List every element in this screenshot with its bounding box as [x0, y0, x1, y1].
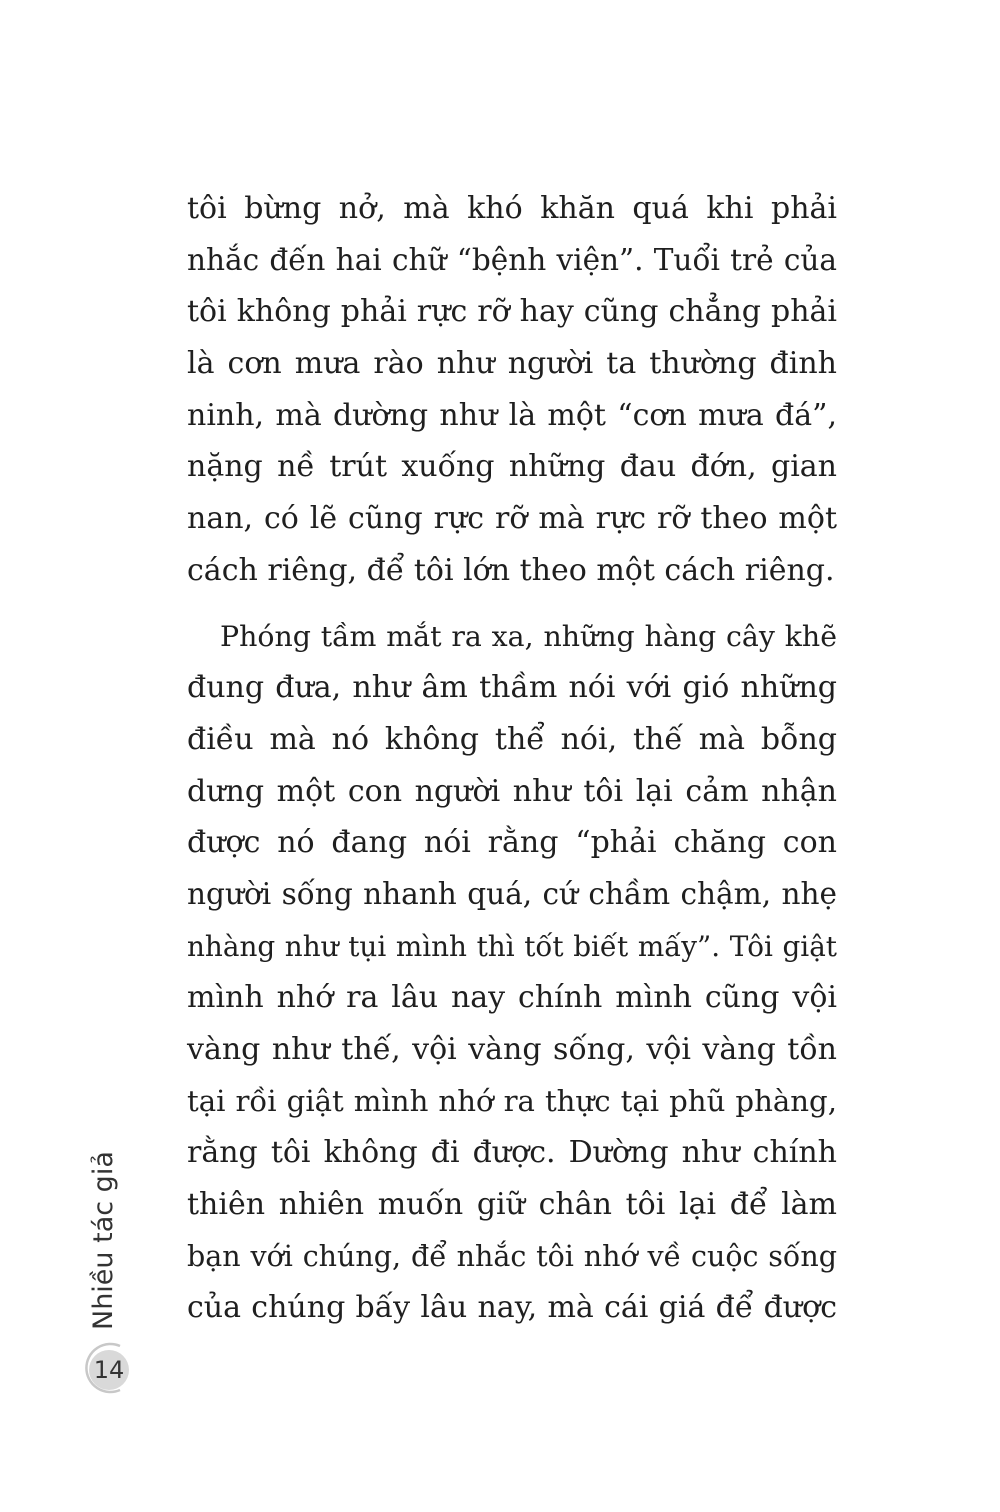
text-line: nan, có lẽ cũng rực rỡ mà rực rỡ theo một	[187, 501, 837, 537]
text-line: mình nhớ ra lâu nay chính mình cũng vội	[187, 980, 837, 1016]
text-line: nhàng như tụi mình thì tốt biết mấy”. Tôi giật	[187, 929, 837, 963]
author-label: Nhiều tác giả	[88, 1151, 119, 1330]
text-line: của chúng bấy lâu nay, mà cái giá để được	[187, 1290, 837, 1326]
text-line: nhắc đến hai chữ “bệnh viện”. Tuổi trẻ của	[187, 242, 837, 277]
text-line: cách riêng, để tôi lớn theo một cách riêng.	[187, 552, 835, 588]
text-line: nặng nề trút xuống những đau đớn, gian	[187, 449, 837, 485]
text-line: người sống nhanh quá, cứ chầm chậm, nhẹ	[187, 876, 837, 911]
text-line: Phóng tầm mắt ra xa, những hàng cây khẽ	[220, 619, 837, 653]
text-line: điều mà nó không thể nói, thế mà bỗng	[187, 721, 837, 757]
paragraph-gap	[187, 597, 837, 611]
text-line: tôi không phải rực rỡ hay cũng chẳng phải	[187, 294, 837, 330]
text-line: đung đưa, như âm thầm nói với gió những	[187, 670, 837, 706]
body-text	[187, 183, 837, 1334]
page-number-badge	[80, 1340, 136, 1396]
text-line: rằng tôi không đi được. Dường như chính	[187, 1135, 837, 1171]
text-line: bạn với chúng, để nhắc tôi nhớ về cuộc sống	[187, 1239, 837, 1273]
text-line: là cơn mưa rào như người ta thường đinh	[187, 346, 837, 382]
text-line: vàng như thế, vội vàng sống, vội vàng tồn	[187, 1032, 837, 1067]
text-line: dưng một con người như tôi lại cảm nhận	[187, 773, 837, 809]
text-line: ninh, mà dường như là một “cơn mưa đá”,	[187, 397, 837, 433]
text-line: được nó đang nói rằng “phải chăng con	[187, 825, 837, 861]
text-line: thiên nhiên muốn giữ chân tôi lại để làm	[187, 1187, 837, 1223]
text-line: tại rồi giật mình nhớ ra thực tại phũ phàng,	[187, 1083, 837, 1118]
page-number: 14	[93, 1356, 125, 1384]
text-line: tôi bừng nở, mà khó khăn quá khi phải	[187, 191, 837, 226]
